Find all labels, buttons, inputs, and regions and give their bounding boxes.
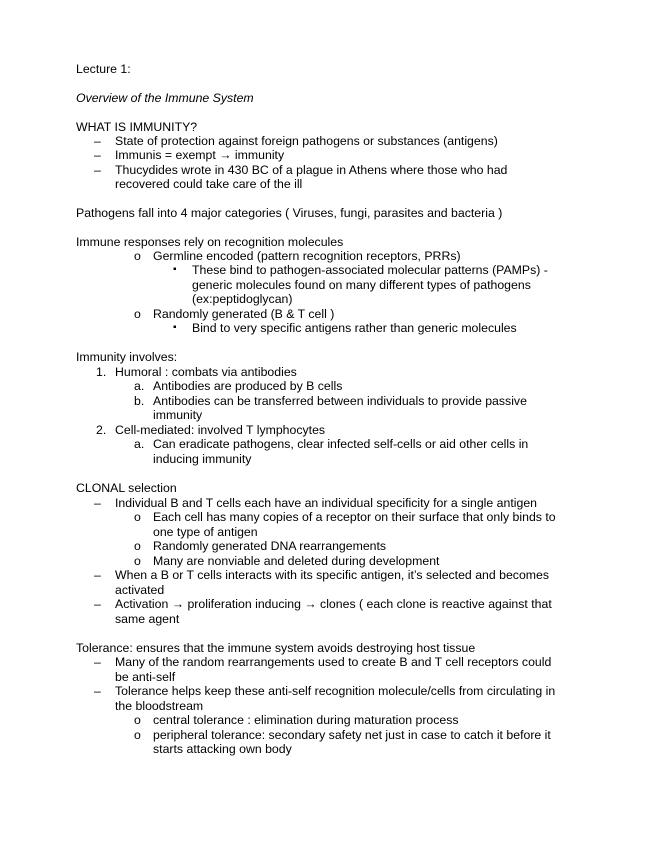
letter-marker: b. [134, 394, 145, 408]
list-item: When a B or T cells interacts with its specific antigen, it’s selected and becomes [115, 568, 550, 582]
list-item: Randomly generated (B & T cell ) [153, 307, 335, 321]
list-item: peripheral tolerance: secondary safety net just in case to catch it before it [153, 728, 551, 742]
list-item-continuation: same agent [115, 612, 180, 626]
list-item-continuation: one type of antigen [153, 525, 258, 539]
list-item: These bind to pathogen-associated molecular patterns (PAMPs) - [192, 263, 548, 277]
list-item: Cell-mediated: involved T lymphocytes [115, 423, 326, 437]
list-item: Tolerance helps keep these anti-self recognition molecule/cells from circulating in [115, 684, 556, 698]
list-item-continuation: recovered could take care of the ill [115, 177, 303, 191]
bullet-dash: – [94, 134, 101, 148]
bullet-circle: o [134, 510, 141, 524]
list-item: Immunis = exempt → immunity [115, 148, 285, 162]
bullet-square: ▪ [173, 264, 177, 275]
list-item: Germline encoded (pattern recognition receptors, PRRs) [153, 249, 461, 263]
bullet-circle: o [134, 307, 141, 321]
section-heading-tolerance: Tolerance: ensures that the immune system avoids destroying host tissue [76, 641, 476, 655]
list-item: Can eradicate pathogens, clear infected self-cells or aid other cells in [153, 437, 529, 451]
section-heading-recognition: Immune responses rely on recognition molecules [76, 235, 344, 249]
bullet-square: ▪ [173, 322, 177, 333]
list-item: Many of the random rearrangements used to create B and T cell receptors could [115, 655, 552, 669]
list-item: Bind to very specific antigens rather than generic molecules [192, 321, 517, 335]
number-marker: 1. [96, 365, 107, 379]
bullet-circle: o [134, 713, 141, 727]
list-item-continuation: the bloodstream [115, 699, 204, 713]
bullet-circle: o [134, 249, 141, 263]
section-heading-clonal: CLONAL selection [76, 481, 177, 495]
list-item: Randomly generated DNA rearrangements [153, 539, 387, 553]
letter-marker: a. [134, 437, 145, 451]
bullet-dash: – [94, 655, 101, 669]
section-heading-involves: Immunity involves: [76, 350, 178, 364]
number-marker: 2. [96, 423, 107, 437]
bullet-dash: – [94, 163, 101, 177]
letter-marker: a. [134, 379, 145, 393]
list-item: Each cell has many copies of a receptor on their surface that only binds to [153, 510, 556, 524]
list-item: Humoral : combats via antibodies [115, 365, 297, 379]
list-item: Many are nonviable and deleted during development [153, 554, 440, 568]
list-item: Activation → proliferation inducing → clones ( each clone is reactive against that [115, 597, 552, 611]
list-item-continuation: (ex:peptidoglycan) [192, 292, 293, 306]
bullet-circle: o [134, 728, 141, 742]
list-item-continuation: activated [115, 583, 165, 597]
bullet-dash: – [94, 148, 101, 162]
list-item-continuation: starts attacking own body [153, 742, 292, 756]
list-item-continuation: generic molecules found on many different types of pathogens [192, 278, 531, 292]
bullet-circle: o [134, 539, 141, 553]
bullet-dash: – [94, 496, 101, 510]
bullet-dash: – [94, 597, 101, 611]
list-item: Thucydides wrote in 430 BC of a plague in Athens where those who had [115, 163, 508, 177]
paragraph-pathogens: Pathogens fall into 4 major categories ( Viruses, fungi, parasites and bacteria ) [76, 206, 503, 220]
list-item-continuation: be anti-self [115, 670, 176, 684]
page-title: Lecture 1: [76, 62, 131, 76]
bullet-dash: – [94, 568, 101, 582]
list-item: central tolerance : elimination during maturation process [153, 713, 459, 727]
page-subtitle: Overview of the Immune System [76, 91, 254, 105]
list-item: Antibodies can be transferred between individuals to provide passive [153, 394, 527, 408]
section-heading-immunity: WHAT IS IMMUNITY? [76, 120, 198, 134]
list-item: State of protection against foreign pathogens or substances (antigens) [115, 134, 498, 148]
list-item-continuation: immunity [153, 408, 203, 422]
bullet-circle: o [134, 554, 141, 568]
list-item: Antibodies are produced by B cells [153, 379, 343, 393]
list-item-continuation: inducing immunity [153, 452, 252, 466]
list-item: Individual B and T cells each have an individual specificity for a single antigen [115, 496, 537, 510]
bullet-dash: – [94, 684, 101, 698]
